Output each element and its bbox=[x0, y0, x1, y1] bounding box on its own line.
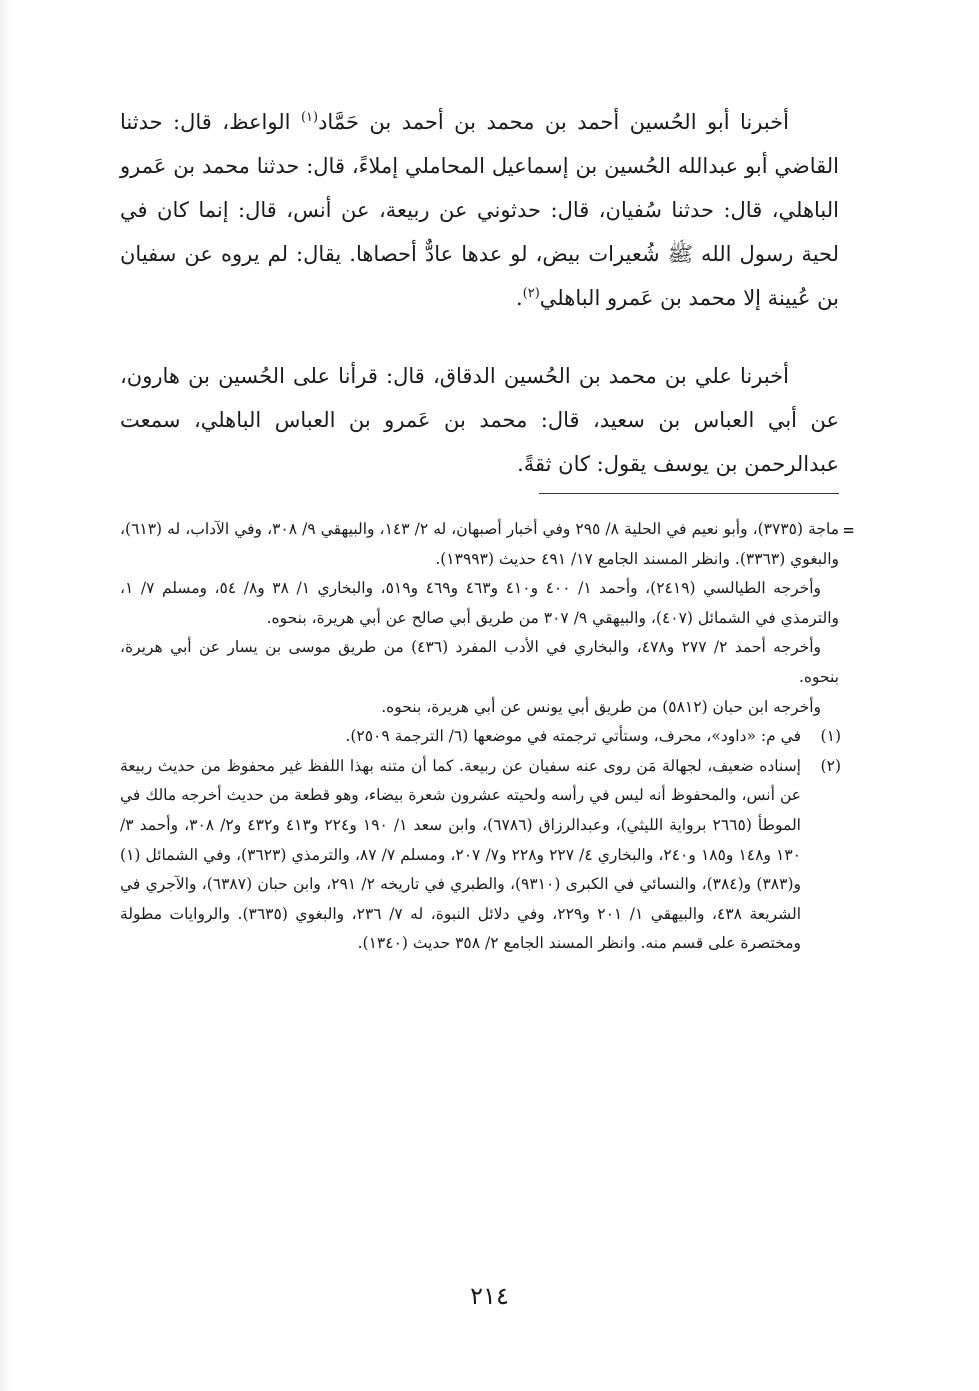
main-text bbox=[120, 100, 839, 486]
footnote-divider bbox=[539, 493, 839, 494]
footnotes bbox=[120, 515, 839, 959]
binding-shadow bbox=[0, 0, 12, 1391]
page-number: ٢١٤ bbox=[470, 1282, 509, 1310]
continued-note-1: ماجة (٣٧٣٥)، وأبو نعيم في الحلية ٨/ ٢٩٥ وفي أخبار أصبهان، له ٢/ ١٤٣، والبيهقي ٩/ ٣٠٨، وفي الآداب، له (٦١٣)، والبغوي (٣٣٦٣). وانظر المسند الجامع ١٧/ ٤٩١ حديث (١٣٩٩٣). bbox=[120, 520, 839, 568]
footnote-ref-1[interactable]: (١) bbox=[300, 110, 319, 125]
paragraph-1-body: الواعظ، قال: حدثنا القاضي أبو عبدالله الحُسين بن إسماعيل المحاملي إملاءً، قال: حدثنا محمد بن عَمرو الباهلي، قال: حدثنا سُفيان، قال: حدثوني عن ربيعة، عن أنس، قال: إنما كان في لحية رسول الله ﷺ شُعيرات بيض، لو عدها عادٌّ أحصاها. يقال: لم يروه عن سفيان بن عُيينة إلا محمد بن عَمرو الباهلي bbox=[120, 110, 839, 310]
footnote-2 bbox=[120, 752, 839, 959]
footnote-1 bbox=[120, 722, 839, 752]
continuation-mark: = bbox=[843, 520, 854, 541]
continued-note-4: وأخرجه ابن حبان (٥٨١٢) من طريق أبي يونس عن أبي هريرة، بنحوه. bbox=[381, 697, 821, 716]
footnote-2-text: إسناده ضعيف، لجهالة مَن روى عنه سفيان عن ربيعة. كما أن متنه بهذا اللفظ غير محفوظ من حديث ربيعة عن أنس، والمحفوظ أنه ليس في رأسه ولحيته عشرون شعرة بيضاء، وهو قطعة من حديث أخرجه مالك في الموطأ (٢٦٦٥ برواية الليثي)، وعبدالرزاق (٦٧٨٦)، وابن سعد ١/ ١٩٠ و٢٢٤ و٤١٣ و٤٣٢ و٢/ ٣٠٨، وأحمد ٣/ ١٣٠ و١٤٨ و١٨٥ و٢٤٠، والبخاري ٤/ ٢٢٧ و٢٢٨ و٧/ ٢٠٧، ومسلم ٧/ ٨٧، والترمذي (٣٦٢٣)، وفي الشمائل (١) و(٣٨٣) و(٣٨٤)، والنسائي في الكبرى (٩٣١٠)، والطبري في تاريخه ٢/ ٢٩١، وابن حبان (٦٣٨٧)، والآجري في الشريعة ٤٣٨، والبيهقي ١/ ٢٠١ و٢٢٩، وفي دلائل النبوة، له ٧/ ٢٣٦، والبغوي (٣٦٣٥). والروايات مطولة ومختصرة على قسم منه. وانظر المسند الجامع ٢/ ٣٥٨ حديث (١٣٤٠). bbox=[120, 756, 802, 953]
paragraph-1-end: . bbox=[515, 286, 523, 310]
paragraph-1 bbox=[120, 100, 839, 320]
paragraph-1-start: أخبرنا أبو الحُسين أحمد بن محمد بن أحمد بن حَمَّاد bbox=[318, 110, 789, 134]
continued-note-2: وأخرجه الطيالسي (٢٤١٩)، وأحمد ١/ ٤٠٠ و٤١٠ و٤٦٣ و٤٦٩ و٥١٩، والبخاري ١/ ٣٨ و٨/ ٥٤، ومسلم ٧/ ١، والترمذي في الشمائل (٤٠٧)، والبيهقي ٩/ ٣٠٧ من طريق أبي صالح عن أبي هريرة، بنحوه. bbox=[120, 579, 839, 627]
paragraph-2: أخبرنا علي بن محمد بن الحُسين الدقاق، قال: قرأنا على الحُسين بن هارون، عن أبي العباس بن سعيد، قال: محمد بن عَمرو بن العباس الباهلي، سمعت عبدالرحمن بن يوسف يقول: كان ثقةً. bbox=[120, 364, 839, 476]
footnote-1-text: في م: «داود»، محرف، وستأتي ترجمته في موضعها (٦/ الترجمة ٢٥٠٩). bbox=[345, 727, 801, 746]
footnote-1-number: (١) bbox=[820, 727, 841, 746]
continued-note-3: وأخرجه أحمد ٢/ ٢٧٧ و٤٧٨، والبخاري في الأدب المفرد (٤٣٦) من طريق موسى بن يسار عن أبي هريرة، بنحوه. bbox=[120, 638, 839, 686]
footnote-ref-2[interactable]: (٢) bbox=[522, 286, 540, 301]
footnote-2-number: (٢) bbox=[820, 756, 841, 775]
